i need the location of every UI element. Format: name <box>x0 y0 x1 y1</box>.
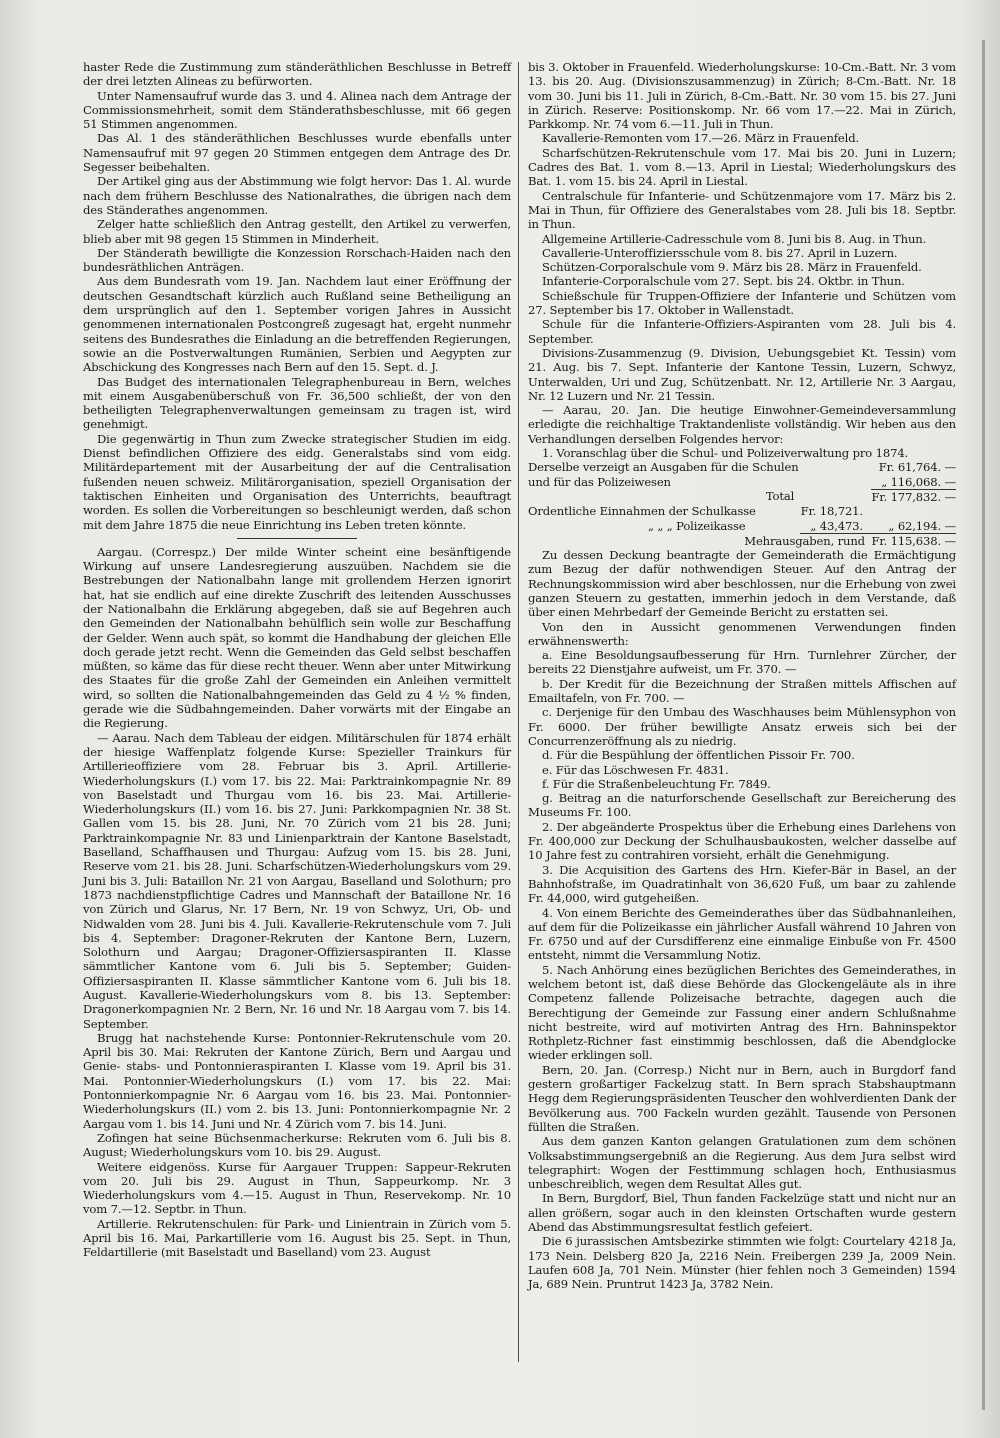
paragraph: — Aarau, 20. Jan. Die heutige Einwohner-Gemeindeversammlung erledigte die reichhaltige Traktandenliste vollständig. Wir heben aus den Verhandlungen derselben Folgendes hervor: <box>528 403 956 446</box>
paragraph: c. Derjenige für den Umbau des Waschhauses beim Mühlensyphon von Fr. 6000. Der früher bewilligte Ansatz erweis sich bei der Concurrenzeröffnung als zu niedrig. <box>528 705 956 748</box>
paragraph: — Aarau. Nach dem Tableau der eidgen. Militärschulen für 1874 erhält der hiesige Waffenplatz folgende Kurse: Spezieller Trainkurs für Artillerieoffiziere vom 28. Februar bis 3. April. Artillerie-Wiederholungskurs (I.) vom 17. bis 22. Mai: Parktrainkompagnie Nr. 89 von Baselstadt und Thurgau vom 16. bis 23. Mai. Artillerie-Wiederholungskurs (II.) vom 16. bis 27. Juni: Parkkompagnien Nr. 38 St. Gallen vom 15. bis 28. Juni, Nr. 70 Zürich vom 21 bis 28. Juni; Parktrainkompagnie Nr. 83 und Linienparktrain der Kantone Baselstadt, Baselland, Schaffhausen und Thurgau: Aufzug vom 15. bis 28. Juni, Reserve vom 21. bis 28. Juni. Scharfschützen-Wiederholungskurs vom 29. Juni bis 3. Juli: Bataillon Nr. 21 von Aargau, Baselland und Solothurn; pro 1873 nachdienstpflichtige Cadres und Mannschaft der Bataillone Nr. 16 von Zürich und Glarus, Nr. 17 Bern, Nr. 19 von Schwyz, Uri, Ob- und Nidwalden vom 28. Juni bis 4. Juli. Kavallerie-Rekrutenschule vom 7. Juli bis 4. September: Dragoner-Rekruten der Kantone Bern, Luzern, Solothurn und Aargau; Dragoner-Offiziersaspiranten II. Klasse sämmtlicher Kantone vom 6. Juli bis 5. September; Guiden-Offiziersaspiranten II. Klasse sämmtlicher Kantone vom 6. Juli bis 18. August. Kavallerie-Wiederholungskurs vom 8. bis 13. September: Dragonerkompagnien Nr. 2 Bern, Nr. 16 und Nr. 18 Aargau vom 7. bis 14. September. <box>83 730 511 1031</box>
paragraph: Infanterie-Corporalschule vom 27. Sept. bis 24. Oktbr. in Thun. <box>542 274 905 289</box>
paragraph: Weitere eidgenöss. Kurse für Aargauer Truppen: Sappeur-Rekruten vom 20. Juli bis 29. August in Thun, Sappeurkomp. Nr. 3 Wiederholungskurs vom 4.—15. August in Thun, Reservekomp. Nr. 10 vom 7.—12. Septbr. in Thun. <box>83 1159 511 1217</box>
paragraph: Der Artikel ging aus der Abstimmung wie folgt hervor: Das 1. Al. wurde nach dem frühern Beschlusse des Nationalrathes, die übrigen nach dem des Ständerathes angenommen. <box>83 174 511 217</box>
budget-sum: „ 62,194. — <box>871 519 956 534</box>
paragraph: Die 6 jurassischen Amtsbezirke stimmten wie folgt: Courtelary 4218 Ja, 173 Nein. Delsberg 820 Ja, 2216 Nein. Freibergen 239 Ja, 2009 Nein. Laufen 608 Ja, 701 Nein. Münster (hier fehlen noch 3 Gemeinden) 1594 Ja, 689 Nein. Pruntrut 1423 Ja, 3782 Nein. <box>528 1234 956 1292</box>
budget-amount: Fr. 18,721. <box>800 504 863 519</box>
budget-result-label: Mehrausgaben, rund <box>744 533 865 548</box>
paragraph: In Bern, Burgdorf, Biel, Thun fanden Fackelzüge statt und nicht nur an allen größern, sogar auch in den kleinsten Ortschaften wurde gestern Abend das Abstimmungsresultat festlich gefeiert. <box>528 1191 956 1235</box>
paragraph: Schießschule für Truppen-Offiziere der Infanterie und Schützen vom 27. September bis 17. Oktober in Wallenstadt. <box>528 288 956 318</box>
budget-total-label: Total <box>765 489 795 504</box>
paragraph: 4. Von einem Berichte des Gemeinderathes über das Südbahnanleihen, auf dem für die Polizeikasse ein jährlicher Ausfall während 10 Jahren von Fr. 6750 und auf der Cursdifferenz eine einmalige Einbuße von Fr. 4500 entsteht, nimmt die Versammlung Notiz. <box>528 905 956 963</box>
budget-label: Derselbe verzeigt an Ausgaben für die Schulen <box>528 460 799 475</box>
budget-row <box>528 504 956 518</box>
budget-amount: Fr. 61,764. — <box>878 460 956 475</box>
paragraph: Zofingen hat seine Büchsenmacherkurse: Rekruten vom 6. Juli bis 8. August; Wiederholungskurs vom 10. bis 29. August. <box>83 1130 511 1160</box>
paragraph: e. Für das Löschwesen Fr. 4831. <box>542 762 729 777</box>
page-edge-rule <box>982 40 985 1410</box>
paragraph: g. Beitrag an die naturforschende Gesellschaft zur Bereicherung des Museums Fr. 100. <box>528 791 956 820</box>
paragraph: Das Budget des internationalen Telegraphenbureau in Bern, welches mit einem Ausgabenüberschuß von Fr. 36,500 schließt, der von den betheiligten Telegraphenverwaltungen gemeinsam zu tragen ist, wird genehmigt. <box>83 374 511 432</box>
paragraph: Zu dessen Deckung beantragte der Gemeinderath die Ermächtigung zum Bezug der dafür nothwendigen Steuer. Auf den Antrag der Rechnungskommission wird aber beschlossen, nur die Erhebung von zwei ganzen Steuern zu gestatten, immerhin jedoch in dem Verstande, daß über einen Mehrbedarf der Gemeinde Bericht zu erstatten sei. <box>528 548 956 620</box>
budget-amount: „ 43,473. <box>800 519 871 534</box>
paragraph: Unter Namensaufruf wurde das 3. und 4. Alinea nach dem Antrage der Commissionsmehrheit, somit dem Ständerathsbeschlusse, mit 66 gegen 51 Stimmen angenommen. <box>83 88 511 132</box>
budget-row <box>528 475 956 490</box>
paragraph: Brugg hat nachstehende Kurse: Pontonnier-Rekrutenschule vom 20. April bis 30. Mai: Rekruten der Kantone Zürich, Bern und Aargau und Genie- stabs- und Pontonnieraspiranten I. Klasse vom 19. April bis 31. Mai. Pontonnier-Wiederholungskurs (I.) vom 17. bis 22. Mai: Pontonnierkompagnie Nr. 6 Aargau vom 16. bis 23. Mai. Pontonnier-Wiederholungskurs (II.) vom 2. bis 13. Juni: Pontonnierkompagnie Nr. 2 Aargau vom 1. bis 14. Juni und Nr. 4 Zürich vom 7. bis 14. Juni. <box>83 1030 511 1131</box>
paragraph: Schule für die Infanterie-Offiziers-Aspiranten vom 28. Juli bis 4. September. <box>528 317 956 346</box>
paragraph: Die gegenwärtig in Thun zum Zwecke strategischer Studien im eidg. Dienst befindlichen Offiziere des eidg. Generalstabs sind vom eidg. Militärdepartement mit der Ausarbeitung der auf die Centralisation fußenden neuen schweiz. Militärorganisation, speziell Organisation der taktischen Einheiten und Organisation des Unterrichts, beauftragt worden. Es sollen die Vorbereitungen so beschleunigt werden, daß schon mit dem Jahre 1875 die neue Einrichtung ins Leben treten könnte. <box>83 431 511 532</box>
budget-result-row <box>528 533 956 548</box>
paragraph: 3. Die Acquisition des Gartens des Hrn. Kiefer-Bär in Basel, an der Bahnhofstraße, im Quadratinhalt von 36,620 Fuß, um baar zu zahlende Fr. 44,000, wird gutgeheißen. <box>528 862 956 906</box>
paragraph: Scharfschützen-Rekrutenschule vom 17. Mai bis 20. Juni in Luzern; Cadres des Bat. 1. vom 8.—13. April in Liestal; Wiederholungskurs des Bat. 1. vom 15. bis 24. April in Liestal. <box>528 145 956 189</box>
paragraph: Der Ständerath bewilligte die Konzession Rorschach-Haiden nach den bundesräthlichen Anträgen. <box>83 245 511 275</box>
paragraph: Artillerie. Rekrutenschulen: für Park- und Linientrain in Zürich vom 5. April bis 16. Mai, Parkartillerie vom 16. August bis 25. Sept. in Thun, Feldartillerie (mit Baselstadt und Baselland) vom 23. August <box>83 1216 511 1260</box>
budget-table <box>528 460 956 548</box>
paragraph: 1. Voranschlag über die Schul- und Polizeiverwaltung pro 1874. <box>542 446 909 461</box>
paragraph: Von den in Aussicht genommenen Verwendungen finden erwähnenswerth: <box>528 619 956 648</box>
paragraph: Das Al. 1 des ständeräthlichen Beschlusses wurde ebenfalls unter Namensaufruf mit 97 gegen 20 Stimmen entgegen dem Antrage des Dr. Segesser beibehalten. <box>83 131 511 175</box>
paragraph: Schützen-Corporalschule vom 9. März bis 28. März in Frauenfeld. <box>542 260 922 275</box>
budget-amount: „ 116,068. — <box>871 475 956 490</box>
section-separator <box>237 538 357 539</box>
budget-label: und für das Polizeiwesen <box>528 474 671 489</box>
paragraph: Zelger hatte schließlich den Antrag gestellt, den Artikel zu verwerfen, blieb aber mit 98 gegen 15 Stimmen in Minderheit. <box>83 217 511 246</box>
paragraph: f. Für die Straßenbeleuchtung Fr. 7849. <box>542 776 771 791</box>
budget-label: „ „ „ Polizeikasse <box>648 518 746 533</box>
paragraph: Cavallerie-Unteroffiziersschule vom 8. bis 27. April in Luzern. <box>542 245 898 260</box>
paragraph: Allgemeine Artillerie-Cadresschule vom 8. Juni bis 8. Aug. in Thun. <box>542 231 927 246</box>
paragraph: 5. Nach Anhörung eines bezüglichen Berichtes des Gemeinderathes, in welchem betont ist, daß diese Behörde das Glockengeläute als in ihre Competenz fallende Polizeisache betrachte, dagegen auch die Berechtigung der Gemeinde zur Fassung einer andern Schlußnahme nicht bestreite, wird auf motivirten Antrag des Hrn. Bahninspektor Rothpletz-Richner fast einstimmig beschlossen, daß die Abendglocke wieder erklingen soll. <box>528 962 956 1063</box>
paragraph: Bern, 20. Jan. (Corresp.) Nicht nur in Bern, auch in Burgdorf fand gestern großartiger Fackelzug statt. In Bern sprach Stabshauptmann Hegg dem Regierungspräsidenten Teuscher den wohlverdienten Dank der Bevölkerung aus. 700 Fackeln wurden gezählt. Tausende von Personen füllten die Straßen. <box>528 1062 956 1134</box>
paragraph: Aus dem Bundesrath vom 19. Jan. Nachdem laut einer Eröffnung der deutschen Gesandtschaft kürzlich auch Rußland seine Betheiligung an dem ursprünglich auf den 1. September vorigen Jahres in Aussicht genommenen internationalen Postcongreß zugesagt hat, ergeht nunmehr seitens des Bundesrathes die Einladung an die betreffenden Regierungen, sowie an die Postverwaltungen Rumänien, Serbien und Aegypten zur Abschickung des Kongresses nach Bern auf den 15. Sept. d. J. <box>83 274 511 375</box>
paragraph: haster Rede die Zustimmung zum ständeräthlichen Beschlusse in Betreff der drei letzten Alineas zu befürworten. <box>83 60 511 89</box>
budget-row <box>528 460 956 474</box>
budget-row <box>528 519 956 534</box>
paragraph: Divisions-Zusammenzug (9. Division, Uebungsgebiet Kt. Tessin) vom 21. Aug. bis 7. Sept. Infanterie der Kantone Tessin, Luzern, Schwyz, Unterwalden, Uri und Zug, Schützenbatt. Nr. 12, Artillerie Nr. 3 Aargau, Nr. 12 Luzern und Nr. 21 Tessin. <box>528 345 956 403</box>
paragraph: Aargau. (Correspz.) Der milde Winter scheint eine besänftigende Wirkung auf unsere Landesregierung auszuüben. Nachdem sie die Bestrebungen der Nationalbahn lange mit grollendem Herzen ignorirt hat, hat sie endlich auf eine direkte Zuschrift des leitenden Ausschusses der Nationalbahn die Erklärung abgegeben, daß sie auf Begehren auch den Gemeinden der Nationalbahn behülflich sein wolle zur Beschaffung der Gelder. Wenn auch spät, so kommt die Handhabung der gleichen Elle doch gerade jetzt recht. Wenn die Gemeinden das Geld selbst beschaffen müßten, so käme das für diese recht theuer. Wenn aber unter Mitwirkung des Staates für die große Zahl der Gemeinden ein Anleihen vermittelt wird, so sollten die Nationalbahngemeinden das Geld zu 4 ½ % finden, gerade wie die Südbahngemeinden. Daher vorwärts mit der Eingabe an die Regierung. <box>83 544 511 731</box>
budget-total-amount: Fr. 177,832. — <box>871 489 956 504</box>
paragraph: Kavallerie-Remonten vom 17.—26. März in Frauenfeld. <box>542 131 859 146</box>
left-column <box>83 60 511 1260</box>
paragraph: bis 3. Oktober in Frauenfeld. Wiederholungskurse: 10-Cm.-Batt. Nr. 3 vom 13. bis 20. Aug. (Divisionszusammenzug) in Zürich; 8-Cm.-Batt. Nr. 18 vom 30. Juni bis 11. Juli in Zürich, 8-Cm.-Batt. Nr. 30 vom 15. bis 27. Juni in Zürich. Reserve: Positionskomp. Nr. 66 vom 17.—22. Mai in Zürich, Parkkomp. Nr. 74 vom 6.—11. Juli in Thun. <box>528 60 956 132</box>
paragraph: d. Für die Bespühlung der öffentlichen Pissoir Fr. 700. <box>542 748 855 763</box>
paragraph: Centralschule für Infanterie- und Schützenmajore vom 17. März bis 2. Mai in Thun, für Offiziere des Generalstabes vom 28. Juli bis 18. Septbr. in Thun. <box>528 188 956 232</box>
paragraph: Aus dem ganzen Kanton gelangen Gratulationen zum dem schönen Volksabstimmungsergebniß an die Regierung. Aus dem Jura selbst wird telegraphirt: Wogen der Festtimmung schlagen hoch, Enthusiasmus unbeschreiblich, wegen dem Resultat Alles gut. <box>528 1134 956 1192</box>
paragraph: 2. Der abgeänderte Prospektus über die Erhebung eines Darlehens von Fr. 400,000 zur Deckung der Schulhausbaukosten, welcher dasselbe auf 10 Jahre fest zu contrahiren vorsieht, erhält die Genehmigung. <box>528 819 956 863</box>
paragraph: a. Eine Besoldungsaufbesserung für Hrn. Turnlehrer Zürcher, der bereits 22 Dienstjahre aufweist, um Fr. 370. — <box>528 648 956 677</box>
budget-total-row <box>528 489 956 504</box>
right-column <box>528 60 956 1292</box>
budget-result-amount: Fr. 115,638. — <box>871 533 956 548</box>
paragraph: b. Der Kredit für die Bezeichnung der Straßen mittels Affischen auf Emailtafeln, von Fr. 700. — <box>528 676 956 706</box>
column-divider <box>518 62 519 1362</box>
budget-label: Ordentliche Einnahmen der Schulkasse <box>528 504 756 519</box>
